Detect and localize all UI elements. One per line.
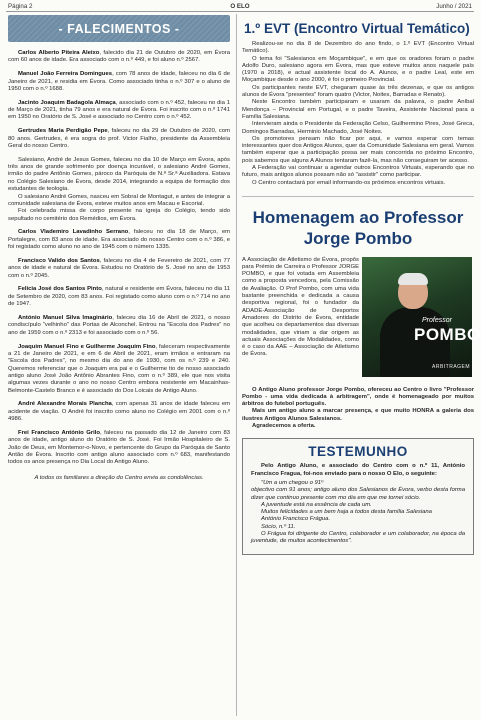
- condolences-footer: A todos os familiares a direção do Centro envia as condolências.: [34, 474, 204, 481]
- evt-paragraph: O tema foi "Salesianos em Moçambique", e em que os oradores foram o padre Adolfo Duro, salesiano agora em Évora, mas que esteve muitos anos naquele país (1970 a 2018), e actual assistente local do A. Alunos, e o padre Leal, este em Moçambique desde o ano 2000, é foi o primeiro Provincial.: [242, 55, 474, 84]
- newspaper-title: O ELO: [230, 3, 250, 10]
- testimony-member-number: Sócio, n.º 11.: [261, 523, 296, 530]
- testimony-title: TESTEMUNHO: [308, 444, 408, 460]
- obituary-item: Jacinto Joaquim Badagola Almaça, associado com o n.º 452, faleceu no dia 1 de Março de 2021, tinha 79 anos e era natural de Évora. Foi inscrito com o n.º 1741 em 1950 no Oratório de S. José e associado no Centro com o n.º 452.: [8, 99, 230, 121]
- homage-paragraph: A Associação de Atletismo de Évora, propôs para Prémio de Carreira o Professor JORGE POMBO, e que foi votada em Assembleia como a proposta vencedora, pela Comissão de Avaliação. O Prof Pombo, com uma vida bastante preenchida e dedicada a causa desportiva regional, foi o fundador da ADADE-Associação de Desportos Amadores do Distrito de Évora, entidade que acolheu os departamentos das diversas modalidades, que viriam a dar origem as actuais Associações de Modalidades, como é o caso da AAE – Associação de Atletismo de Évora.: [242, 256, 359, 358]
- homage-thanks: Agradecemos a oferta.: [252, 423, 316, 430]
- testimony-line: objectivo com 91 anos; antigo aluno dos Salesianos de Évora, verbo desta forma dizer que continuo presente com mo dia em que me tornei sócio.: [251, 487, 465, 501]
- obituary-item: Carlos Alberto Piteira Aleixo, falecido dia 21 de Outubro de 2020, em Évora com 60 anos de idade. Era associado com o n.º 449, e foi aluno n.º 2567.: [8, 50, 230, 64]
- column-divider: [236, 14, 237, 716]
- homage-title: Homenagem ao Professor Jorge Pombo: [252, 207, 464, 248]
- testimony-line: Muitos felicidades a um bem haja a todos desta família Salesiana: [261, 509, 432, 516]
- testimony-intro: Pelo Antigo Aluno, e associado do Centro com o n.º 11, António Francisco Fragua, foi-nos enviado para o nosso O Elo, o seguinte:: [251, 463, 465, 477]
- testimony-box: [242, 438, 474, 554]
- testimony-line: A juventude está na essência de cada um.: [261, 501, 372, 508]
- obituary-item: Carlos Vlademiro Lavadinho Serrano, faleceu no dia 18 de Março, em Portalegre, com 83 anos de idade. Era associado do nosso Centro com o n.º 386, e foi registado como aluno no ano de 1945 com o número 1335.: [8, 229, 230, 251]
- evt-paragraph: Intervieram ainda o Presidente da Federação Celso, Guilhermino Pires, José Greca, Domingos Barradas, Herminio Machado, José Noites.: [242, 121, 474, 135]
- homage-text: [242, 257, 359, 359]
- book-cover-photo: Professor POMBO ARBITRAGEM: [362, 257, 472, 377]
- obituaries-banner: [8, 15, 230, 42]
- obituary-paragraph: O salesiano André Gomes, nasceu em Sobral de Montagut, e antes de integrar a comunidade salesiana de Évora, esteve muitos anos em Macau e Escorial.: [8, 193, 230, 207]
- page-header: [6, 1, 474, 12]
- obituary-item: Joaquim Manuel Fino e Guilherme Joaquim Fino, faleceram respectivamente a 21 de Janeiro de 2021, e em 6 de Abril de 2021, eram irmãos e entraram na "Escola dos Padres", no mesmo dia do ano de 1930, com os n.º 239 e 240. Queremos referenciar que o Joaquim era pai e o Guilherme tio de nosso associado antigo aluno José João Antônio Abrantes Fino, com o n.º 389, ele que nos visita algumas vezes durante o ano no nosso Centro embora resistente em Macainhas-Belmonte-Castelo Branco e é associado do Dos Loicais de Antigo Aluno.: [8, 343, 231, 394]
- testimony-signature: António Francisco Frágua.: [261, 516, 331, 523]
- testimony-line: O Frágua foi dirigente do Centro, colaborador e um colaborador, na época da juventude, de muitos acontecimentos".: [251, 530, 465, 545]
- obituary-item: Francisco Valido dos Santos, faleceu no dia 4 de Fevereiro de 2021, com 77 anos de idade e natural de Évora. Estudou no Oratório de S. José no ano de 1953 com o n.º 2045.: [8, 257, 230, 279]
- evt-paragraph: Os promotores pensam não ficar por aqui, e vamos esperar com temas interessantes quer dos Antigos Alunos, quer da Comunidade Salesiana em geral. Vamos também esperar que a participação possa ser mais concorrida no próximo Encontro, pois sabemos que alguns A Alunos tentaram fazê-la, mas não conseguiram ter acesso.: [242, 135, 474, 164]
- obituaries-column: [8, 15, 230, 717]
- homage-book-paragraph: O Antigo Aluno professor Jorge Pombo, ofereceu ao Centro o livro "Professor Pombo - uma vida dedicada à arbitragem", onde é homenageado por muitos árbitros do futebol português.: [242, 386, 474, 408]
- section-separator: [242, 196, 474, 197]
- evt-paragraph: A Federação vai continuar a agendar outros Encontros Virtuais, esperando que no futuro, mais antigos alunos possam não só "assistir" como participar.: [242, 165, 474, 179]
- evt-paragraph: Os participantes neste EVT, chegaram quase às três dezenas, e que os antigos alunos de Évora "presentes" foram quatro (Victor, Noites, Barradas e Renato).: [242, 84, 474, 99]
- evt-paragraph: Neste Encontro também participaram e usaram da palavra, o padre Aníbal Mendonça – Provincial em Portugal, e o padre Taveira, Assistente Nacional para a Família Salesiana.: [242, 99, 474, 120]
- obituary-item: Salesiano, André de Jesus Gomes, faleceu no dia 10 de Março em Évora, após três anos de grande sofrimento por doença incurável, o salesiano André Gomes, irmão do padre Antônio Gomes, pároco da Paróquia de N.ª Sr.ª Auxiliadora. Estava no Colégio Salesiano de Évora, desde 2014, integrando a equipa de formação dos estudantes de teologia.: [8, 156, 230, 193]
- obituaries-banner-title: - FALECIMENTOS -: [58, 22, 180, 36]
- obituary-item: Manuel João Ferreira Domingues, com 78 anos de idade, faleceu no dia 6 de Janeiro de 2021, e residia em Évora. Como associado tinha o n.º 307 e o aluno de 1950 com o n.º 1688.: [8, 71, 230, 92]
- obituary-item: Felícia José dos Santos Pinto, natural e residente em Évora, faleceu no dia 11 de Setembro de 2020, com 83 anos. Foi registado como aluno com o n.º 714 no ano de 1947.: [8, 286, 230, 308]
- obituary-item: Gertrudes Maria Perdigão Pepe, faleceu no dia 29 de Outubro de 2020, com 80 anos. Gertrudes, é era sogra do prof. Victor Fialho, presidente da Assembleia Geral do nosso Centro.: [8, 128, 230, 149]
- evt-article-title: 1.º EVT (Encontro Virtual Temático): [244, 21, 470, 36]
- homage-body: [242, 256, 481, 409]
- right-column: [242, 15, 481, 717]
- testimony-line: "Um a um chegou o 91º: [261, 479, 324, 486]
- evt-paragraph: Realizou-se no dia 8 de Dezembro do ano findo, o 1.º EVT (Encontro Virtual Temático).: [242, 41, 474, 55]
- obituary-item: António Manuel Silva Imaginário, faleceu dia 16 de Abril de 2021, o nosso condiscípulo "velhinho" das Portas de Alconchel. Entrou na "Escola dos Padres" no ano de 1959 com o n.º 2313 e foi associado com o n.º 56.: [8, 314, 230, 336]
- obituary-paragraph: Foi celebrada missa de corpo presente na igreja do Colégio, tendo sido sepultado no cemitério dos Remédios, em Évora.: [8, 208, 230, 222]
- obituary-item: Frei Francisco António Grilo, faleceu na passado dia 12 de Janeiro com 83 anos de idade, antigo aluno do Oratório de S. José. Foi Irmão Hospitaleiro de S. João de Deus, em Montemor-o-Novo, e pertencente do Grupo da Paróquia de Santo Antão de Évora. Inscrito com antigo aluno associado com n.º 683, manifestando todos os anos presença no Dia Local do Antigo Aluno.: [8, 429, 230, 466]
- evt-paragraph: O Centro contactará por email informando-os próximos encontros virtuais.: [252, 179, 446, 186]
- page-number: Página 2: [8, 3, 33, 10]
- issue-date: Junho / 2021: [436, 3, 472, 10]
- obituary-item: André Alexandre Morais Plancha, com apenas 31 anos de idade faleceu em acidente de viação. O André foi inscrito como aluno no Colégio em 2001 com o n.º 4986.: [8, 401, 230, 423]
- homage-honor-paragraph: Mais um antigo aluno a marcar presença, e que muito HONRA a galeria dos ilustres Antigos Alunos Salesianos.: [242, 408, 474, 422]
